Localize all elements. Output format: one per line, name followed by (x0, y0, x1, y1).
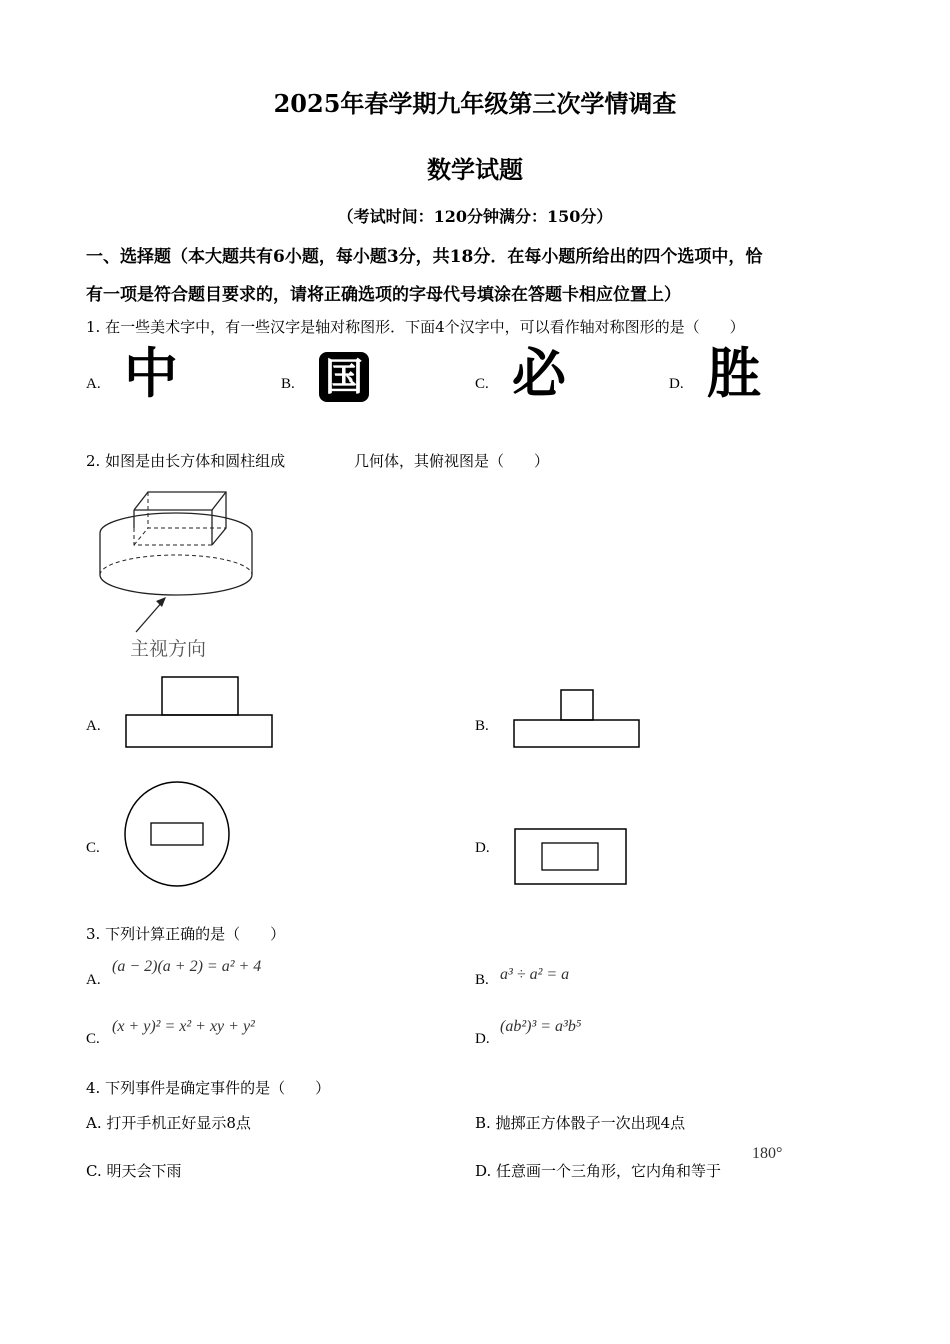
q1-option-a-label[interactable]: A. (86, 376, 101, 392)
q1-option-a-glyph: 中 (124, 342, 178, 405)
question-3 (86, 923, 285, 944)
q3-option-a-label[interactable]: A. (86, 972, 101, 988)
q2-figure-caption: 主视方向 (130, 638, 207, 660)
q3-option-c-label[interactable]: C. (86, 1031, 100, 1047)
option-label: A. (86, 1114, 102, 1132)
option-label: C. (86, 1162, 102, 1180)
q2-option-a-label[interactable]: A. (86, 718, 101, 734)
question-stem: 下列事件是确定事件的是（ ） (105, 1079, 331, 1097)
question-4 (86, 1077, 330, 1098)
q3-option-b-label[interactable]: B. (475, 972, 489, 988)
option-label: B. (475, 1114, 491, 1132)
q4-option-c[interactable] (86, 1160, 182, 1181)
exam-title: 2025年春学期九年级第三次学情调查 (273, 89, 677, 118)
q4-option-d[interactable] (475, 1160, 721, 1181)
question-stem: 下列计算正确的是（ ） (105, 925, 286, 943)
question-stem-part1: 如图是由长方体和圆柱组成 (105, 452, 286, 470)
option-text: 明天会下雨 (106, 1162, 182, 1180)
question-2-stem-part2: 几何体，其俯视图是（ ） (354, 452, 550, 470)
q1-option-c-label[interactable]: C. (475, 376, 489, 392)
question-number: 3. (86, 925, 101, 943)
q4-option-a[interactable] (86, 1112, 251, 1133)
q3-option-b-expr: a³ ÷ a² = a (500, 966, 570, 983)
section-heading-line2: 有一项是符合题目要求的，请将正确选项的字母代号填涂在答题卡相应位置上） (86, 285, 681, 305)
section-heading-line1: 一、选择题（本大题共有6小题，每小题3分，共18分．在每小题所给出的四个选项中，恰 (86, 247, 763, 267)
option-text: 抛掷正方体骰子一次出现4点 (495, 1114, 686, 1132)
q3-option-a-expr: (a − 2)(a + 2) = a² + 4 (112, 958, 262, 975)
q1-option-c-glyph: 必 (512, 342, 566, 405)
exam-info: （考试时间：120分钟满分：150分） (337, 207, 613, 226)
question-number: 1. (86, 318, 101, 336)
q2-option-b-label[interactable]: B. (475, 718, 489, 734)
option-label: D. (475, 1162, 492, 1180)
option-text: 任意画一个三角形，它内角和等于 (496, 1162, 722, 1180)
q3-option-d-label[interactable]: D. (475, 1031, 490, 1047)
q1-option-d-glyph: 胜 (707, 342, 761, 405)
exam-subtitle: 数学试题 (427, 155, 523, 184)
question-stem: 在一些美术字中，有一些汉字是轴对称图形．下面4个汉字中，可以看作轴对称图形的是（ ） (105, 318, 745, 336)
q4-option-b[interactable] (475, 1112, 685, 1133)
question-number: 4. (86, 1079, 101, 1097)
question-number: 2. (86, 452, 101, 470)
q2-option-c-label[interactable]: C. (86, 840, 100, 856)
q1-option-d-label[interactable]: D. (669, 376, 684, 392)
q1-option-b-label[interactable]: B. (281, 376, 295, 392)
q2-option-d-label[interactable]: D. (475, 840, 490, 856)
q1-option-b-glyph: 国 (324, 355, 363, 399)
q4-option-d-angle: 180° (752, 1145, 783, 1162)
q3-option-d-expr: (ab²)³ = a³b⁵ (500, 1018, 582, 1035)
option-text: 打开手机正好显示8点 (106, 1114, 251, 1132)
q3-option-c-expr: (x + y)² = x² + xy + y² (112, 1018, 255, 1035)
